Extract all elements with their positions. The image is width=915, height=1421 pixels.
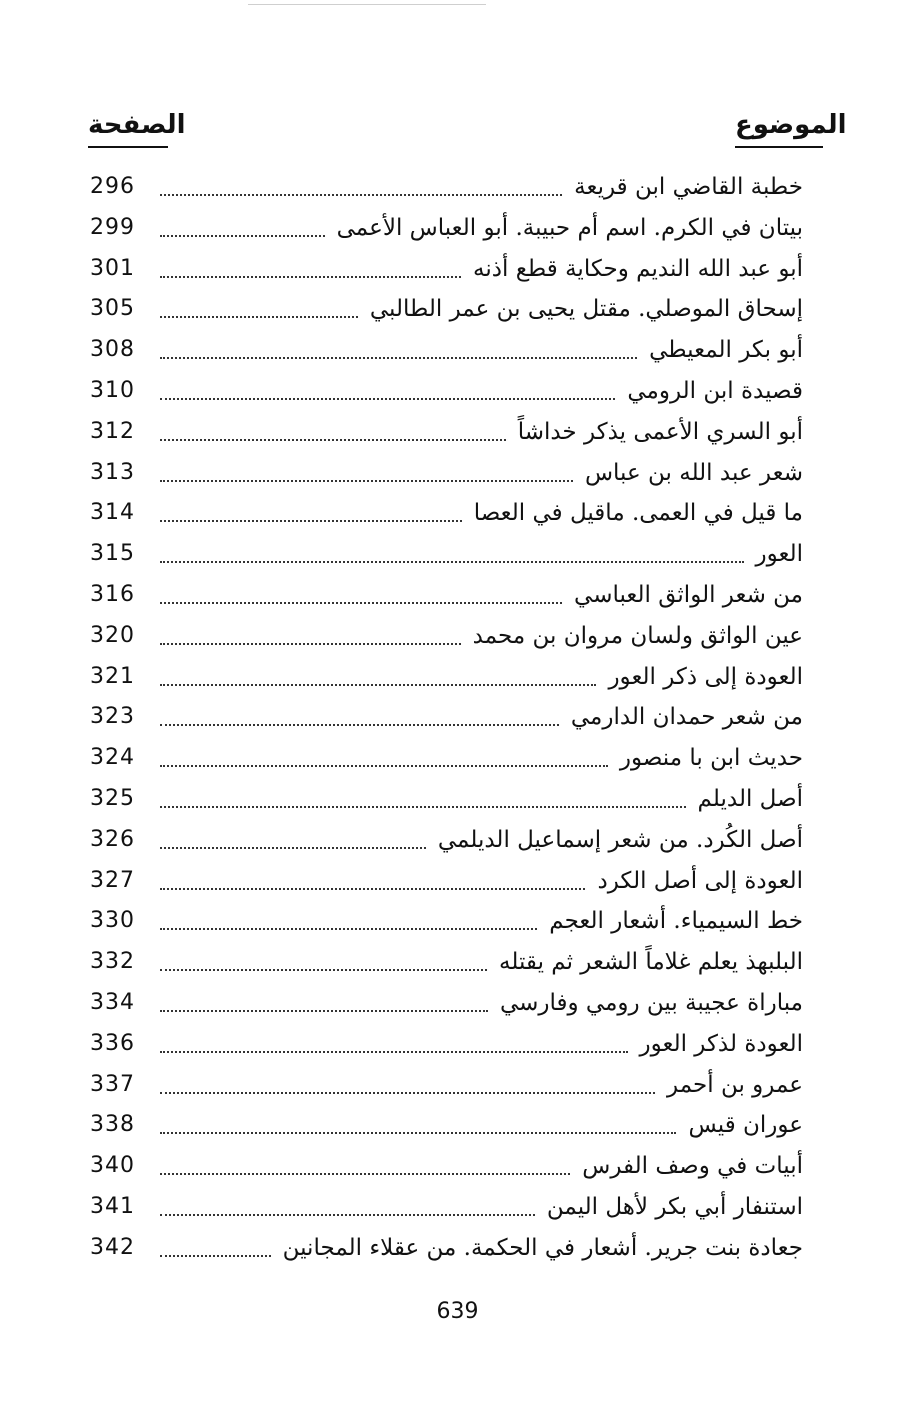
toc-entry (0, 901, 915, 941)
toc-entry-page: 310 (90, 378, 135, 403)
toc-entry-page: 332 (90, 949, 135, 975)
toc-entry-title: عين الواثق ولسان مروان بن محمد (472, 622, 803, 649)
toc-entry (0, 1024, 915, 1064)
toc-entry-title: أبو عبد الله النديم وحكاية قطع أذنه (473, 255, 803, 282)
toc-entry-page: 327 (90, 867, 135, 893)
toc-entry-title: إسحاق الموصلي. مقتل يحيى بن عمر الطالبي (369, 296, 803, 323)
toc-entry (0, 453, 915, 493)
toc-entry (0, 371, 915, 411)
toc-entry-leader-dots (160, 1132, 676, 1134)
toc-entry-page: 330 (90, 908, 135, 934)
toc-entry-title: البلبهذ يعلم غلاماً الشعر ثم يقتله (499, 949, 803, 976)
toc-entry-title: قصيدة ابن الرومي (627, 378, 803, 404)
toc-entry-title: جعادة بنت جرير. أشعار في الحكمة. من عقلاء المجانين (282, 1234, 803, 1261)
toc-entry-leader-dots (160, 398, 615, 400)
toc-entry-leader-dots (160, 439, 506, 441)
toc-entry (0, 697, 915, 737)
toc-entry (0, 534, 915, 574)
toc-entry-leader-dots (160, 684, 596, 686)
toc-entry-page: 336 (90, 1030, 135, 1056)
toc-entry-leader-dots (160, 969, 487, 971)
toc-entry-page: 323 (90, 704, 135, 730)
toc-entry-title: استنفار أبي بكر لأهل اليمن (546, 1194, 803, 1220)
toc-entry-page: 340 (90, 1153, 135, 1179)
toc-entry-title: عمرو بن أحمر (667, 1071, 803, 1098)
toc-entry-title: العودة إلى ذكر العور (608, 663, 803, 690)
toc-entry-title: العودة لذكر العور (639, 1030, 803, 1057)
toc-entry-leader-dots (160, 847, 426, 849)
toc-entry-leader-dots (160, 724, 559, 726)
toc-entry-page: 314 (90, 500, 135, 526)
toc-entry-title: أصل الكُرد. من شعر إسماعيل الديلمي (437, 826, 803, 853)
toc-entry-title: أبو السري الأعمى يذكر خداشاً (517, 418, 803, 445)
toc-entry-title: بيتان في الكرم. اسم أم حبيبة. أبو العباس الأعمى (336, 214, 803, 241)
toc-entry-leader-dots (160, 1092, 655, 1094)
toc-entry-page: 342 (90, 1234, 135, 1260)
toc-entry-leader-dots (160, 194, 562, 196)
top-rule (248, 4, 486, 5)
toc-entry-page: 320 (90, 622, 135, 648)
toc-entry (0, 289, 915, 329)
toc-entry-leader-dots (160, 357, 637, 359)
toc-entry (0, 1146, 915, 1186)
toc-entry (0, 983, 915, 1023)
toc-entry-leader-dots (160, 561, 744, 563)
toc-entry-page: 341 (90, 1194, 135, 1219)
toc-entry-title: حديث ابن با منصور (619, 745, 803, 772)
toc-entry-title: من شعر الواثق العباسي (574, 582, 803, 608)
toc-entry-leader-dots (160, 806, 686, 808)
toc-entry-page: 321 (90, 663, 135, 689)
toc-entry-page: 316 (90, 582, 135, 607)
toc-entry-page: 338 (90, 1112, 135, 1138)
toc-entry-page: 313 (90, 459, 135, 485)
toc-entry-page: 305 (90, 296, 135, 322)
toc-entry-leader-dots (160, 765, 608, 767)
toc-entry-leader-dots (160, 480, 573, 482)
toc-entry-page: 337 (90, 1071, 135, 1097)
toc-entry-title: من شعر حمدان الدارمي (570, 704, 803, 731)
toc-entry-page: 312 (90, 418, 135, 444)
page-column-heading: الصفحة (88, 108, 168, 148)
toc-entry-leader-dots (160, 1010, 488, 1012)
toc-entry-leader-dots (160, 643, 461, 645)
toc-entry (0, 738, 915, 778)
toc-entry-page: 334 (90, 990, 135, 1015)
toc-entry (0, 861, 915, 901)
toc-entry-page: 299 (90, 214, 135, 240)
toc-entry (0, 779, 915, 819)
toc-entry (0, 575, 915, 615)
toc-entry-leader-dots (160, 520, 462, 522)
toc-entry-title: شعر عبد الله بن عباس (584, 459, 803, 486)
toc-entry-title: العور (755, 541, 803, 568)
toc-entry (0, 942, 915, 982)
toc-entry-leader-dots (160, 1214, 535, 1216)
toc-entry-title: ما قيل في العمى. ماقيل في العصا (473, 500, 803, 527)
topic-column-heading: الموضوع (735, 108, 823, 148)
toc-entry-title: خط السيمياء. أشعار العجم (549, 908, 803, 935)
toc-entry-page: 326 (90, 826, 135, 852)
toc-entry (0, 412, 915, 452)
toc-entry (0, 1065, 915, 1105)
toc-entry-title: أبيات في وصف الفرس (582, 1153, 803, 1180)
toc-entry (0, 493, 915, 533)
toc-entry-leader-dots (160, 928, 537, 930)
toc-entry-title: أبو بكر المعيطي (649, 337, 803, 364)
toc-entry-page: 301 (90, 255, 135, 281)
toc-entry-leader-dots (160, 235, 325, 237)
toc-entry-title: عوران قيس (688, 1112, 803, 1139)
toc-entry-leader-dots (160, 1051, 628, 1053)
toc-entry-leader-dots (160, 602, 562, 604)
toc-entry (0, 657, 915, 697)
toc-entry (0, 249, 915, 289)
toc-entry-leader-dots (160, 316, 358, 318)
toc-entry (0, 616, 915, 656)
toc-entry (0, 820, 915, 860)
toc-entry-title: خطبة القاضي ابن قريعة (574, 174, 803, 200)
toc-entry-page: 325 (90, 786, 135, 811)
toc-entry-page: 315 (90, 541, 135, 567)
toc-entry-page: 296 (90, 174, 135, 199)
toc-entry-leader-dots (160, 1173, 570, 1175)
toc-entry-title: مباراة عجيبة بين رومي وفارسي (499, 990, 803, 1016)
toc-header (88, 108, 847, 156)
toc-entry-leader-dots (160, 276, 461, 278)
toc-entry (0, 1228, 915, 1268)
toc-entry-page: 324 (90, 745, 135, 771)
toc-entry-leader-dots (160, 1255, 271, 1257)
toc-entry (0, 1187, 915, 1227)
toc-entry (0, 1105, 915, 1145)
toc-entry-title: أصل الديلم (697, 786, 803, 812)
toc-entry-title: العودة إلى أصل الكرد (597, 867, 803, 894)
page-number: 639 (436, 1299, 479, 1324)
toc-entry (0, 330, 915, 370)
toc-entry (0, 167, 915, 207)
toc-entry-page: 308 (90, 337, 135, 363)
toc-entry (0, 208, 915, 248)
toc-entry-leader-dots (160, 888, 585, 890)
